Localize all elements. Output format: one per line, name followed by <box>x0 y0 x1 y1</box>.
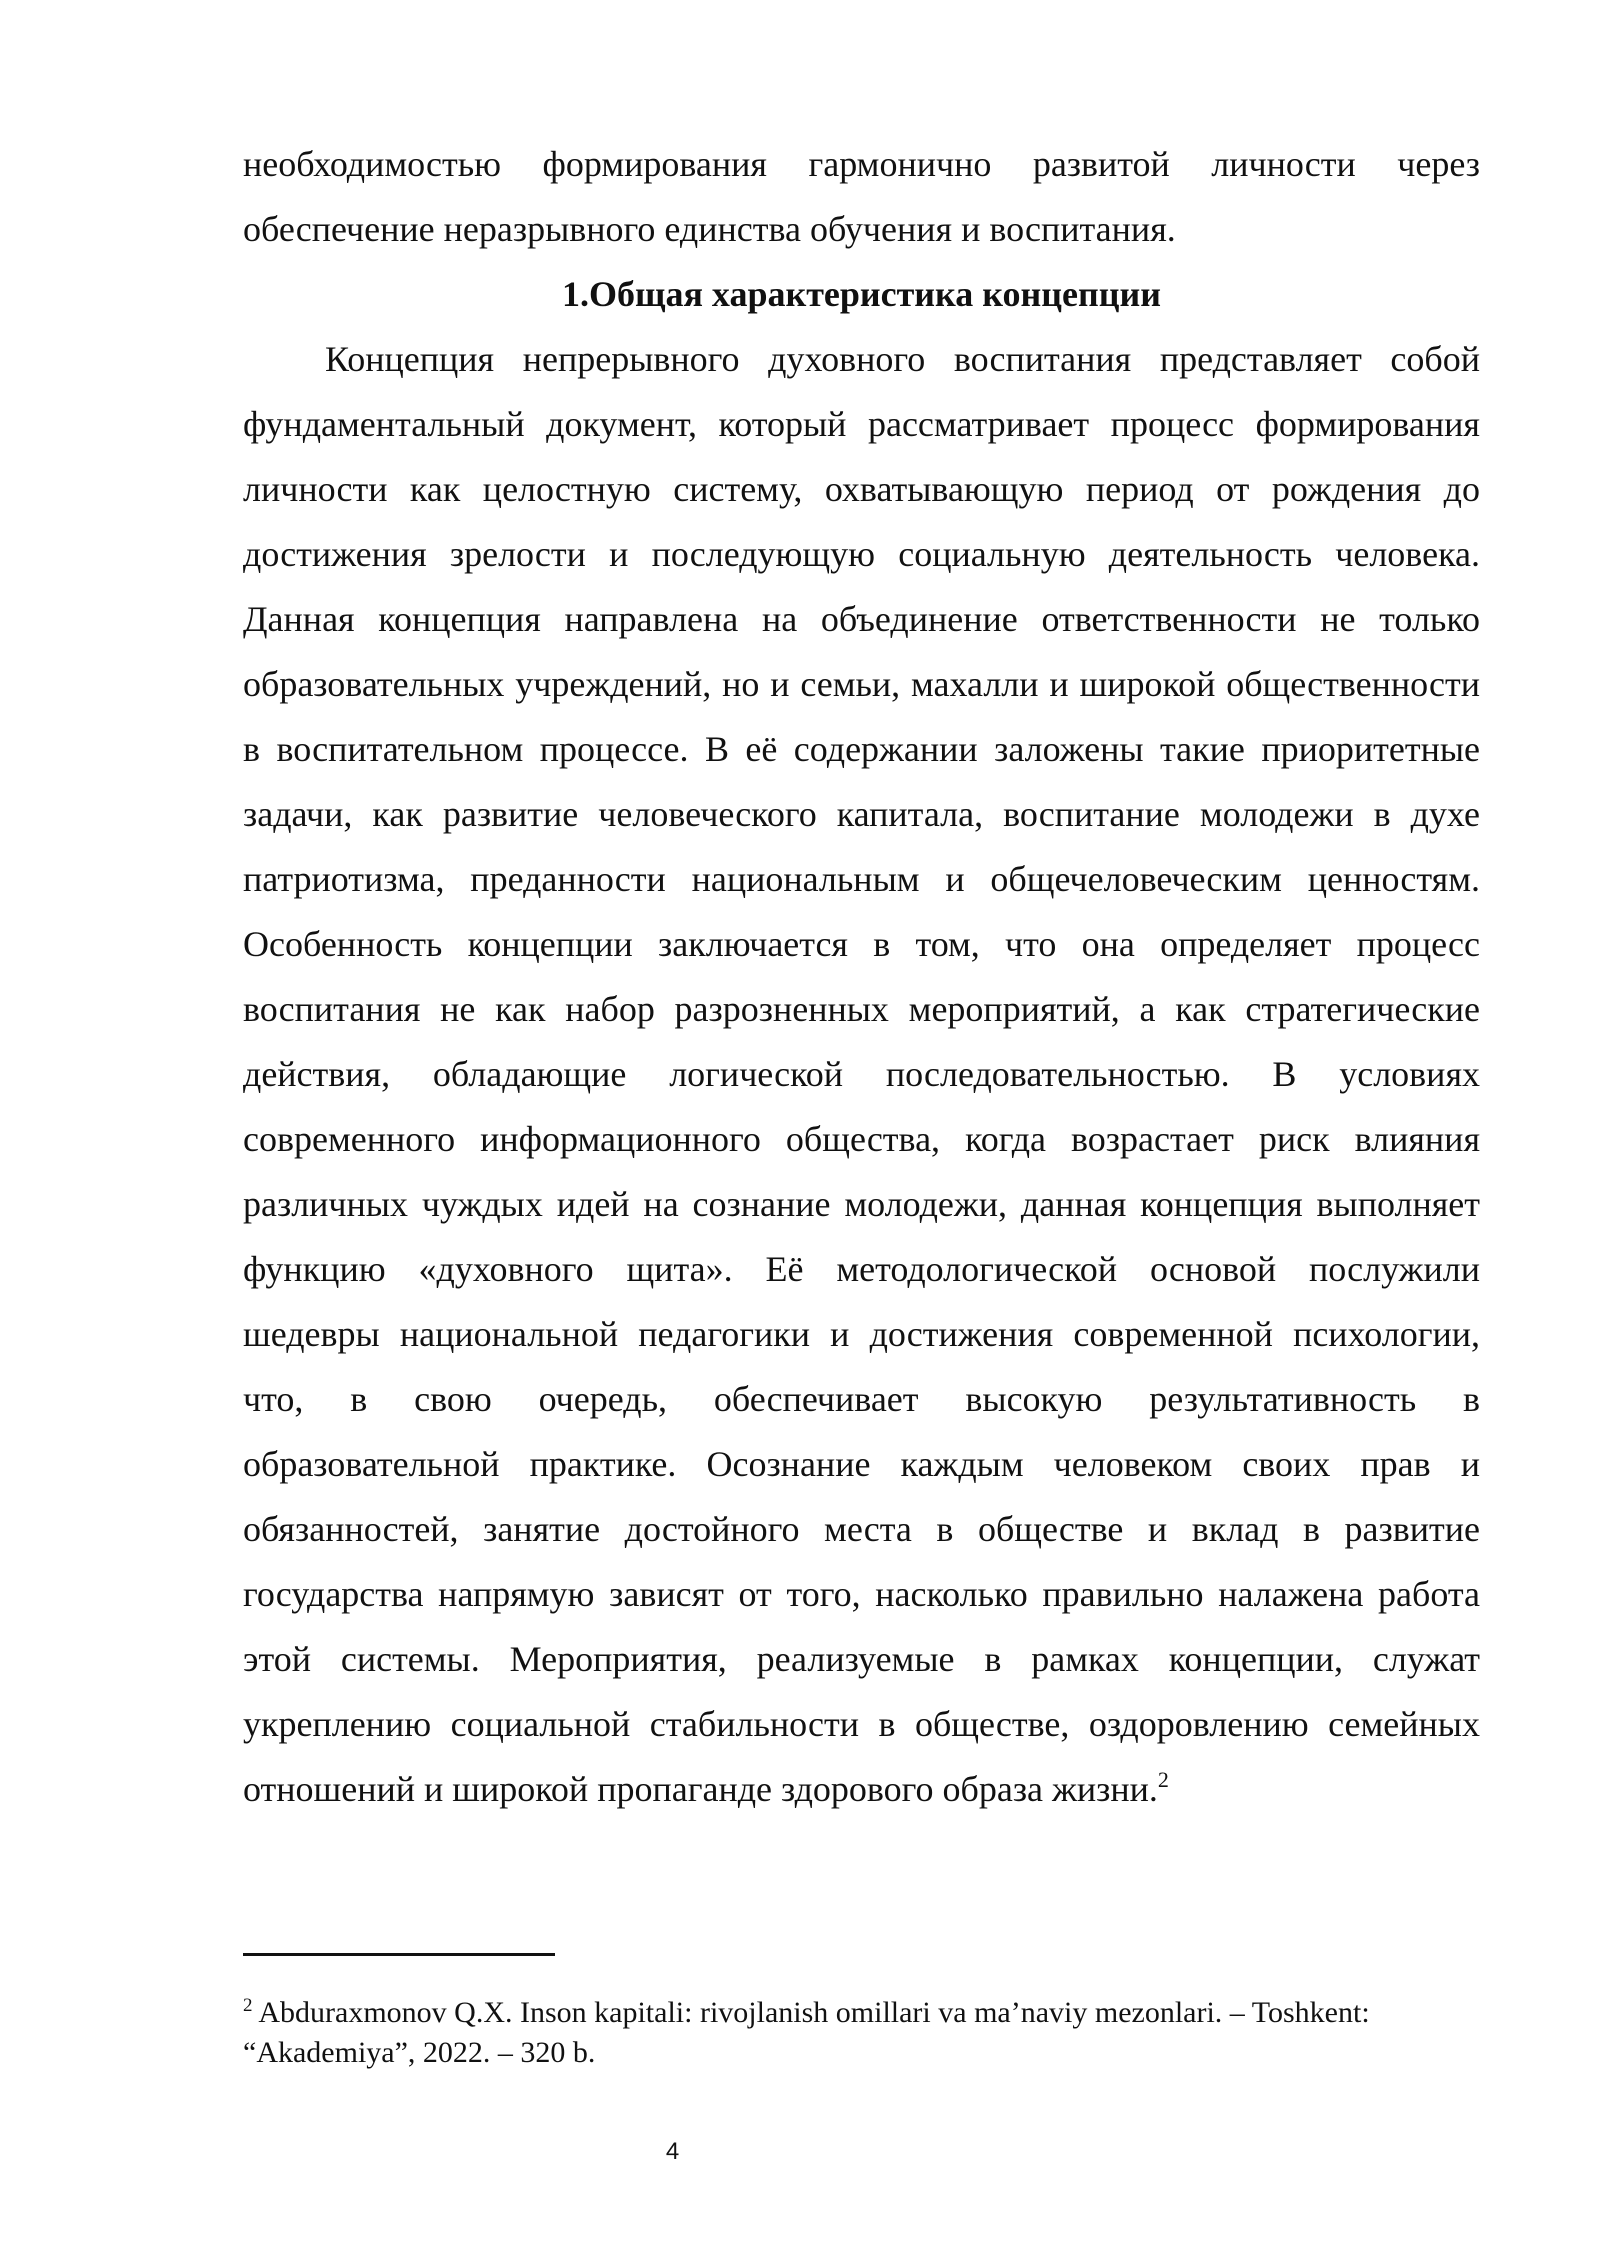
section-heading: 1.Общая характеристика концепции <box>562 274 1161 314</box>
lead-paragraph-block <box>243 132 1480 262</box>
body-paragraph-text: Концепция непрерывного духовного воспитания представляет собой фундаментальный документ, который рассматривает процесс формирования личности как целостную систему, охватывающую период от рождения до достижения зрелости и последующую социальную деятельность человека. Данная концепция направлена на объединение ответственности не только образовательных учреждений, но и семьи, махалли и широкой общественности в воспитательном процессе. В её содержании заложены такие приоритетные задачи, как развитие человеческого капитала, воспитание молодежи в духе патриотизма, преданности национальным и общечеловеческим ценностям. Особенность концепции заключается в том, что она определяет процесс воспитания не как набор разрозненных мероприятий, а как стратегические действия, обладающие логической последовательностью. В условиях современного информационного общества, когда возрастает риск влияния различных чуждых идей на сознание молодежи, данная концепция выполняет функцию «духовного щита». Её методологической основой послужили шедевры национальной педагогики и достижения современной психологии, что, в свою очередь, обеспечивает высокую результативность в образовательной практике. Осознание каждым человеком своих прав и обязанностей, занятие достойного места в обществе и вклад в развитие государства напрямую зависят от того, насколько правильно налажена работа этой системы. Мероприятия, реализуемые в рамках концепции, служат укреплению социальной стабильности в обществе, оздоровлению семейных отношений и широкой пропаганде здорового образа жизни. <box>243 339 1480 1809</box>
body-paragraph <box>243 327 1480 1822</box>
lead-paragraph: необходимостью формирования гармонично развитой личности через обеспечение неразрывного единства обучения и воспитания. <box>243 144 1480 249</box>
footnote <box>243 1993 1480 2073</box>
footnote-reference[interactable]: 2 <box>1157 1767 1169 1792</box>
page-number: 4 <box>665 2138 680 2165</box>
footnote-separator <box>243 1953 555 1956</box>
footnote-text: Abduraxmonov Q.X. Inson kapitali: rivojlanish omillari va ma’naviy mezonlari. – Toshkent: “Akademiya”, 2022. – 320 b. <box>243 1996 1370 2069</box>
body-paragraph-block <box>243 327 1480 1822</box>
footnote-number: 2 <box>243 1995 253 2016</box>
